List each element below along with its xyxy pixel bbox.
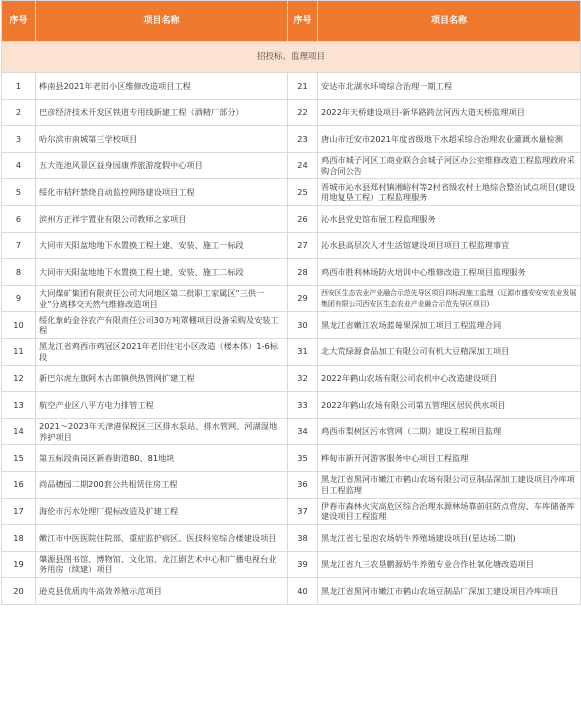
project-name-right: 黑龙江省七星泡农场奶牛养殖场建设项目(星达场二期) bbox=[318, 525, 581, 552]
row-number-right: 32 bbox=[288, 365, 318, 392]
table-row bbox=[2, 99, 581, 126]
project-name-left: 巴彦经济技术开发区铁道专用线新建工程（酒精厂部分） bbox=[36, 99, 288, 126]
row-number-left: 6 bbox=[2, 205, 36, 232]
project-name-right: 沁水县高层次人才生活馆建设项目项目工程监理事宜 bbox=[318, 232, 581, 259]
section-row bbox=[2, 42, 581, 73]
row-number-left: 4 bbox=[2, 152, 36, 179]
project-name-right: 黑龙江省九三农垦鹏源奶牛养殖专业合作社氧化塘改造项目 bbox=[318, 551, 581, 578]
projects-table bbox=[1, 0, 581, 605]
header-num-left: 序号 bbox=[2, 1, 36, 42]
header-name-right: 项目名称 bbox=[318, 1, 581, 42]
row-number-left: 17 bbox=[2, 498, 36, 525]
project-name-left: 逊克县优质肉牛高效养殖示范项目 bbox=[36, 578, 288, 605]
row-number-right: 30 bbox=[288, 312, 318, 339]
row-number-right: 22 bbox=[288, 99, 318, 126]
row-number-right: 38 bbox=[288, 525, 318, 552]
row-number-right: 31 bbox=[288, 338, 318, 365]
row-number-right: 25 bbox=[288, 179, 318, 206]
row-number-left: 20 bbox=[2, 578, 36, 605]
row-number-right: 34 bbox=[288, 418, 318, 445]
row-number-left: 18 bbox=[2, 525, 36, 552]
project-name-right: 北大荒绿源食品加工有限公司有机大豆精深加工项目 bbox=[318, 338, 581, 365]
row-number-right: 36 bbox=[288, 471, 318, 498]
project-name-left: 桦南县2021年老旧小区维修改造项目工程 bbox=[36, 73, 288, 100]
row-number-right: 29 bbox=[288, 285, 318, 312]
project-name-right: 唐山市迁安市2021年度省级地下水超采综合治理农业灌溉水量检测 bbox=[318, 126, 581, 153]
project-name-left: 大同市天阳盆地地下水置换工程土建、安装、施工二标段 bbox=[36, 259, 288, 286]
header-num-right: 序号 bbox=[288, 1, 318, 42]
row-number-left: 9 bbox=[2, 285, 36, 312]
table-header bbox=[2, 1, 581, 42]
row-number-right: 26 bbox=[288, 205, 318, 232]
table-row bbox=[2, 126, 581, 153]
row-number-left: 19 bbox=[2, 551, 36, 578]
table-row bbox=[2, 73, 581, 100]
row-number-right: 39 bbox=[288, 551, 318, 578]
table-row bbox=[2, 418, 581, 445]
project-name-left: 五大连池风景区益身园康养旅游度假中心项目 bbox=[36, 152, 288, 179]
row-number-left: 7 bbox=[2, 232, 36, 259]
table-row bbox=[2, 179, 581, 206]
table-body bbox=[2, 42, 581, 605]
project-name-right: 2022年鹤山农场有限公司农机中心改造建设项目 bbox=[318, 365, 581, 392]
project-name-right: 2022年天桥建设项目-新华路跨岔河西大道天桥监理项目 bbox=[318, 99, 581, 126]
table-row bbox=[2, 312, 581, 339]
project-name-left: 嫩江市中医医院住院部、重症监护病区、医技科室综合楼建设项目 bbox=[36, 525, 288, 552]
table-row bbox=[2, 525, 581, 552]
table-row bbox=[2, 471, 581, 498]
row-number-left: 11 bbox=[2, 338, 36, 365]
project-name-left: 肇源县图书馆、博物馆、文化馆、龙江剧艺术中心和广播电视台业务用房（续建）项目 bbox=[36, 551, 288, 578]
row-number-left: 2 bbox=[2, 99, 36, 126]
row-number-right: 33 bbox=[288, 392, 318, 419]
table-row bbox=[2, 445, 581, 472]
row-number-left: 15 bbox=[2, 445, 36, 472]
table-row bbox=[2, 285, 581, 312]
project-name-left: 绥化市秸秆禁烧自动监控网络建设项目工程 bbox=[36, 179, 288, 206]
project-name-left: 第五标段南岗区新春街道80、81地块 bbox=[36, 445, 288, 472]
row-number-right: 21 bbox=[288, 73, 318, 100]
project-name-left: 大同煤矿集团有限责任公司大同地区第二批职工家属区“三供一业”分离移交天然气维修改造项目 bbox=[36, 285, 288, 312]
row-number-left: 13 bbox=[2, 392, 36, 419]
project-name-right: 2022年鹤山农场有限公司第五管理区居民供水项目 bbox=[318, 392, 581, 419]
project-name-right: 鸡西市梨树区污水管网（二期）建设工程项目监理 bbox=[318, 418, 581, 445]
table-row bbox=[2, 152, 581, 179]
table-row bbox=[2, 392, 581, 419]
row-number-right: 24 bbox=[288, 152, 318, 179]
project-name-right: 鸡西市城子河区工商业联合会城子河区办公室维修改造工程监理政府采购合同公告 bbox=[318, 152, 581, 179]
row-number-left: 5 bbox=[2, 179, 36, 206]
project-name-left: 2021～2023年天津港保税区三区排水泵站、排水管网、河湖湿地养护项目 bbox=[36, 418, 288, 445]
row-number-left: 1 bbox=[2, 73, 36, 100]
project-name-right: 桦甸市新开河游客服务中心项目工程监理 bbox=[318, 445, 581, 472]
row-number-right: 40 bbox=[288, 578, 318, 605]
project-name-left: 大同市天阳盆地地下水置换工程土建、安装、施工一标段 bbox=[36, 232, 288, 259]
row-number-right: 23 bbox=[288, 126, 318, 153]
project-name-right: 鸡西市胜利林场防火培训中心维修改造工程项目监理服务 bbox=[318, 259, 581, 286]
row-number-left: 12 bbox=[2, 365, 36, 392]
project-name-left: 绥化象屿金谷农产有限责任公司30万吨罩棚项目设备采购及安装工程 bbox=[36, 312, 288, 339]
table-row bbox=[2, 578, 581, 605]
project-name-right: 西安区生态农业产业融合示范先导区项目四标段施工监理（辽源市盛安安安农业发展集团有限公司西安区生态农业产业融合示范先导区项目) bbox=[318, 285, 581, 312]
table-row bbox=[2, 338, 581, 365]
row-number-left: 3 bbox=[2, 126, 36, 153]
row-number-left: 8 bbox=[2, 259, 36, 286]
row-number-right: 37 bbox=[288, 498, 318, 525]
project-name-left: 航空产业区八平方电力排管工程 bbox=[36, 392, 288, 419]
project-name-left: 哈尔滨市南城第三学校项目 bbox=[36, 126, 288, 153]
project-name-right: 安达市北湖水环境综合治理一期工程 bbox=[318, 73, 581, 100]
table-row bbox=[2, 365, 581, 392]
project-name-right: 伊春市森林火灾高危区综合治理水源林场靠前驻防点营房、车库储备库建设项目工程监理 bbox=[318, 498, 581, 525]
project-name-right: 黑龙江省黑河市嫩江市鹤山农场有限公司豆制品深加工建设项目冷库项目工程监理 bbox=[318, 471, 581, 498]
project-name-left: 尚品穗园二期200套公共租赁住房工程 bbox=[36, 471, 288, 498]
project-name-right: 晋城市沁水县郑村镇湘峪村等2村省级农村土地综合整治试点项目(建设用地复垦工程）工程监理服务 bbox=[318, 179, 581, 206]
project-name-left: 黑龙江省鸡西市鸡冠区2021年老旧住宅小区改造（楼本体）1-6标段 bbox=[36, 338, 288, 365]
row-number-left: 10 bbox=[2, 312, 36, 339]
row-number-right: 27 bbox=[288, 232, 318, 259]
row-number-left: 16 bbox=[2, 471, 36, 498]
header-name-left: 项目名称 bbox=[36, 1, 288, 42]
project-name-left: 新巴尔虎左旗阿木古郎镇供热管网扩建工程 bbox=[36, 365, 288, 392]
row-number-left: 14 bbox=[2, 418, 36, 445]
table-row bbox=[2, 205, 581, 232]
table-row bbox=[2, 498, 581, 525]
project-name-right: 沁水县党史馆布展工程监理服务 bbox=[318, 205, 581, 232]
project-name-right: 黑龙江省黑河市嫩江市鹤山农场豆制品厂深加工建设项目冷库项目 bbox=[318, 578, 581, 605]
row-number-right: 28 bbox=[288, 259, 318, 286]
table-row bbox=[2, 551, 581, 578]
project-name-left: 滨州方正祥宇置业有限公司教师之家项目 bbox=[36, 205, 288, 232]
project-name-right: 黑龙江省嫩江农场蓝莓果深加工项目工程监理合同 bbox=[318, 312, 581, 339]
row-number-right: 35 bbox=[288, 445, 318, 472]
project-name-left: 海伦市污水处理厂提标改造及扩建工程 bbox=[36, 498, 288, 525]
table-row bbox=[2, 259, 581, 286]
section-title: 招投标、监理项目 bbox=[2, 42, 581, 73]
table-row bbox=[2, 232, 581, 259]
